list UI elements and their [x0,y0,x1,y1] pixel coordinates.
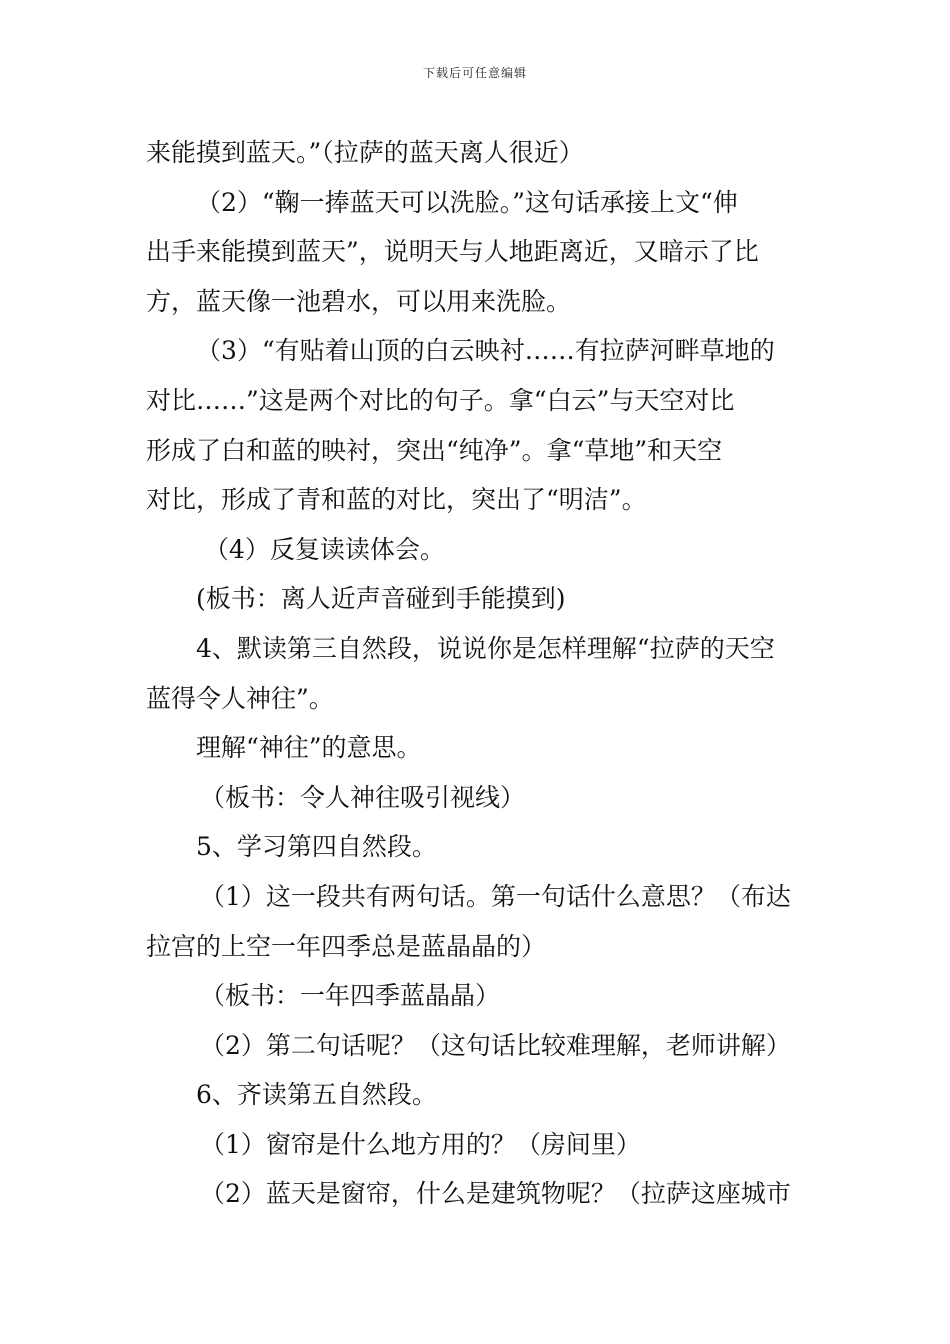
document-body [146,128,816,1219]
text-line: 对比，形成了青和蓝的对比，突出了“明洁”。 [146,485,647,515]
text-line: 4、默读第三自然段，说说你是怎样理解“拉萨的天空 [196,633,775,663]
text-line: （板书：令人神往吸引视线） [200,782,526,812]
text-line: （1）这一段共有两句话。第一句话什么意思？（布达 [200,881,791,911]
text-line: 拉宫的上空一年四季总是蓝晶晶的） [146,931,547,961]
text-line: 6、齐读第五自然段。 [196,1080,437,1110]
text-line: 出手来能摸到蓝天”，说明天与人地距离近，又暗示了比 [146,237,759,267]
text-line: 形成了白和蓝的映衬，突出“纯净”。拿“草地”和天空 [146,435,723,465]
text-line: 理解“神往”的意思。 [196,733,422,763]
text-line: 方，蓝天像一池碧水，可以用来洗脸。 [146,286,572,316]
text-line: 5、学习第四自然段。 [196,832,437,862]
text-line: （板书：一年四季蓝晶晶） [200,981,501,1011]
text-line: （2）“鞠一捧蓝天可以洗脸。”这句话承接上文“伸 [196,187,738,217]
text-line: 对比……”这是两个对比的句子。拿“白云”与天空对比 [146,385,735,415]
text-line: （4）反复读读体会。 [204,534,445,564]
text-line: （1）窗帘是什么地方用的？（房间里） [200,1129,641,1159]
text-line: 来能摸到蓝天。”（拉萨的蓝天离人很近） [146,138,584,167]
page-header-note: 下载后可任意编辑 [422,66,527,80]
text-line: （3）“有贴着山顶的白云映衬……有拉萨河畔草地的 [196,336,775,366]
text-line: （2）蓝天是窗帘，什么是建筑物呢？（拉萨这座城市 [200,1179,791,1209]
text-line: 蓝得令人神往”。 [146,683,334,713]
text-line: (板书：离人近声音碰到手能摸到) [196,584,566,614]
text-line: （2）第二句话呢？（这句话比较难理解，老师讲解） [200,1030,791,1060]
